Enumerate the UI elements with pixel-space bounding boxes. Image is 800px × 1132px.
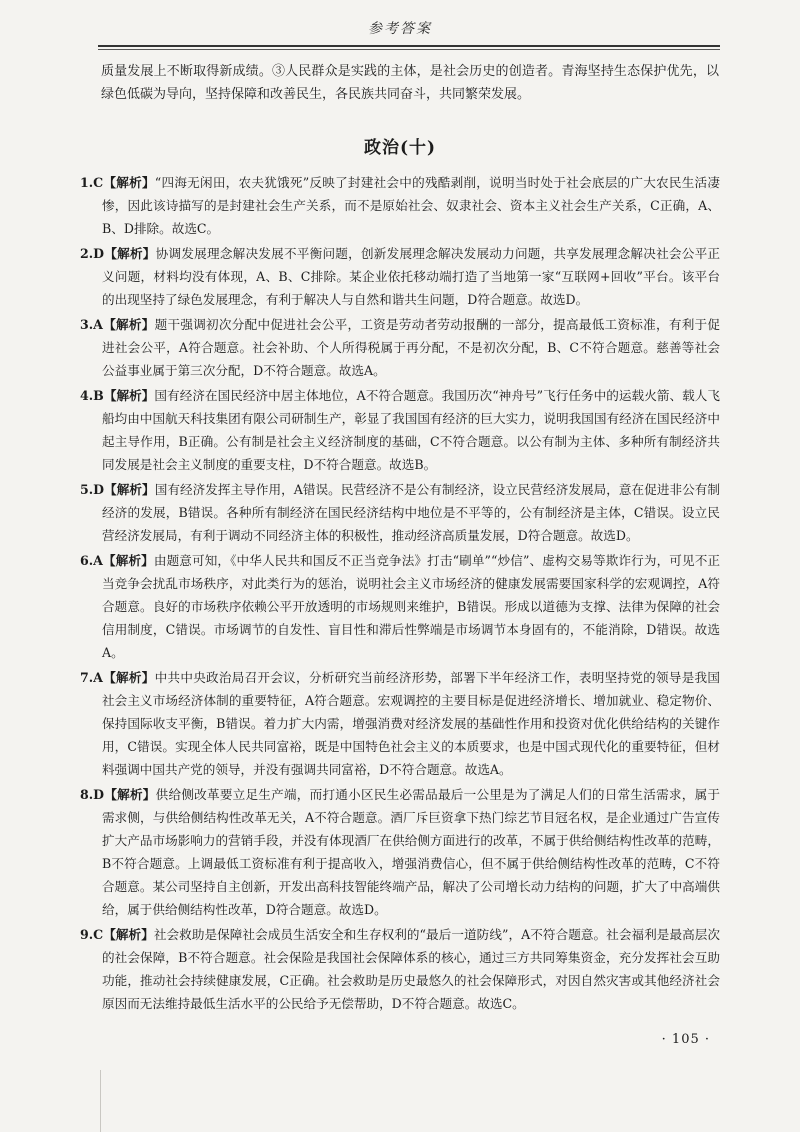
answer-number: 8. <box>80 787 94 802</box>
page-number: · 105 · <box>661 1032 710 1047</box>
answer-option: D <box>93 482 105 497</box>
intro-paragraph: 质量发展上不断取得新成绩。③人民群众是实践的主体，是社会历史的创造者。青海坚持生态保护优先，以绿色低碳为导向，坚持保障和改善民生，各民族共同奋斗，共同繁荣发展。 <box>101 64 719 102</box>
answer-text: 供给侧改革要立足生产端，而打通小区民生必需品最后一公里是为了满足人们的日常生活需求，属于需求侧，与供给侧结构性改革无关，A不符合题意。酒厂斥巨资拿下热门综艺节目冠名权，是企业通过广告宣传扩大产品市场影响力的营销手段，并没有体现酒厂在供给侧方面进行的改革，不属于供给侧结构性改革的范畴，B不符合题意。上调最低工资标准有利于提高收入，增强消费信心，但不属于供给侧结构性改革的范畴，C不符合题意。某公司坚持自主创新，开发出高科技智能终端产品，解决了公司增长动力结构的问题，扩大了中高端供给，属于供给侧结构性改革，D符合题意。故选D。 <box>102 787 721 917</box>
answer-item <box>80 783 720 921</box>
answer-text: 题干强调初次分配中促进社会公平，工资是劳动者劳动报酬的一部分，提高最低工资标准，有利于促进社会公平，A符合题意。社会补助、个人所得税属于再分配，不是初次分配，B、C不符合题意。慈善等社会公益事业属于第三次分配，D不符合题意。故选A。 <box>102 317 721 378</box>
answer-number: 4. <box>80 388 94 403</box>
answer-text: 社会救助是保障社会成员生活安全和生存权利的“最后一道防线”，A不符合题意。社会福利是最高层次的社会保障，B不符合题意。社会保险是我国社会保障体系的核心，通过三方共同筹集资金，充分发挥社会互助功能，推动社会持续健康发展，C正确。社会救助是历史最悠久的社会保障形式，对因自然灾害或其他经济社会原因而无法维持最低生活水平的公民给予无偿帮助，D不符合题意。故选C。 <box>102 927 720 1011</box>
section-title: 政治(十) <box>363 138 437 158</box>
answer-text: 中共中央政治局召开会议，分析研究当前经济形势，部署下半年经济工作，表明坚持党的领导是我国社会主义市场经济体制的重要特征，A符合题意。宏观调控的主要目标是促进经济增长、增加就业、稳定物价、保持国际收支平衡，B错误。着力扩大内需，增强消费对经济发展的基础性作用和投资对优化供给结构的关键作用，C错误。实现全体人民共同富裕，既是中国特色社会主义的本质要求，也是中国式现代化的重要特征，但材料强调中国共产党的领导，并没有强调共同富裕，D不符合题意。故选A。 <box>102 670 721 777</box>
header-rule-thin <box>98 49 720 50</box>
answer-number: 3. <box>80 317 94 332</box>
answer-option: A <box>93 553 103 568</box>
answer-item <box>80 171 720 240</box>
answer-tag: 【解析】 <box>103 388 155 403</box>
answer-tag: 【解析】 <box>103 175 155 190</box>
answer-option: D <box>93 787 105 802</box>
answer-option: A <box>93 670 103 685</box>
answer-number: 5. <box>80 482 94 497</box>
answer-text: 国有经济在国民经济中居主体地位，A不符合题意。我国历次“神舟号”飞行任务中的运载火箭、载人飞船均由中国航天科技集团有限公司研制生产，彰显了我国国有经济的巨大实力，说明我国国有经济在国民经济中起主导作用，B正确。公有制是社会主义经济制度的基础，C不符合题意。以公有制为主体、多种所有制经济共同发展是社会主义制度的重要支柱，D不符合题意。故选B。 <box>102 388 720 472</box>
answer-item <box>80 478 720 547</box>
margin-line <box>100 1070 101 1132</box>
header-title: 参考答案 <box>368 21 432 37</box>
answer-text: 协调发展理念解决发展不平衡问题，创新发展理念解决发展动力问题，共享发展理念解决社会公平正义问题，材料均没有体现，A、B、C排除。某企业依托移动端打造了当地第一家“互联网+回收”平台。该平台的出现坚持了绿色发展理念，有利于解决人与自然和谐共生问题，D符合题意。故选D。 <box>102 246 721 307</box>
answer-item <box>80 549 720 664</box>
answer-option: C <box>93 175 104 190</box>
answer-item <box>80 666 720 781</box>
answer-text: “四海无闲田，农夫犹饿死”反映了封建社会中的残酷剥削，说明当时处于社会底层的广大农民生活凄惨，因此该诗描写的是封建社会生产关系，而不是原始社会、奴隶社会、资本主义社会生产关系，C正确，A、B、D排除。故选C。 <box>102 175 720 236</box>
answer-item <box>80 384 720 476</box>
answer-item <box>80 923 720 1015</box>
answer-tag: 【解析】 <box>102 670 155 685</box>
answer-tag: 【解析】 <box>104 787 156 802</box>
answer-tag: 【解析】 <box>102 553 154 568</box>
answer-option: D <box>93 246 105 261</box>
answer-option: B <box>93 388 104 403</box>
answer-tag: 【解析】 <box>102 317 155 332</box>
answer-item <box>80 242 720 311</box>
header-rule <box>98 45 720 47</box>
answer-text: 由题意可知，《中华人民共和国反不正当竞争法》打击“刷单”“炒信”、虚构交易等欺诈行为，可见不正当竞争会扰乱市场秩序，对此类行为的惩治，说明社会主义市场经济的健康发展需要国家科学的宏观调控，A符合题意。良好的市场秩序依赖公平开放透明的市场规则来维护，B错误。形成以道德为支撑、法律为保障的社会信用制度，C错误。市场调节的自发性、盲目性和滞后性弊端是市场调节本身固有的，不能消除，D错误。故选A。 <box>102 553 720 660</box>
answer-option: C <box>93 927 104 942</box>
answer-list <box>80 171 720 1017</box>
answer-tag: 【解析】 <box>103 927 154 942</box>
answer-number: 2. <box>80 246 94 261</box>
answer-item <box>80 313 720 382</box>
answer-number: 9. <box>80 927 94 942</box>
answer-tag: 【解析】 <box>104 246 156 261</box>
answer-text: 国有经济发挥主导作用，A错误。民营经济不是公有制经济，设立民营经济发展局，意在促进非公有制经济的发展，B错误。各种所有制经济在国民经济结构中地位是不平等的，公有制经济是主体，C错误。设立民营经济发展局，有利于调动不同经济主体的积极性，推动经济高质量发展，D符合题意。故选D。 <box>102 482 720 543</box>
answer-option: A <box>93 317 103 332</box>
answer-tag: 【解析】 <box>104 482 155 497</box>
answer-number: 6. <box>80 553 94 568</box>
answer-number: 1. <box>80 175 94 190</box>
answer-number: 7. <box>80 670 94 685</box>
